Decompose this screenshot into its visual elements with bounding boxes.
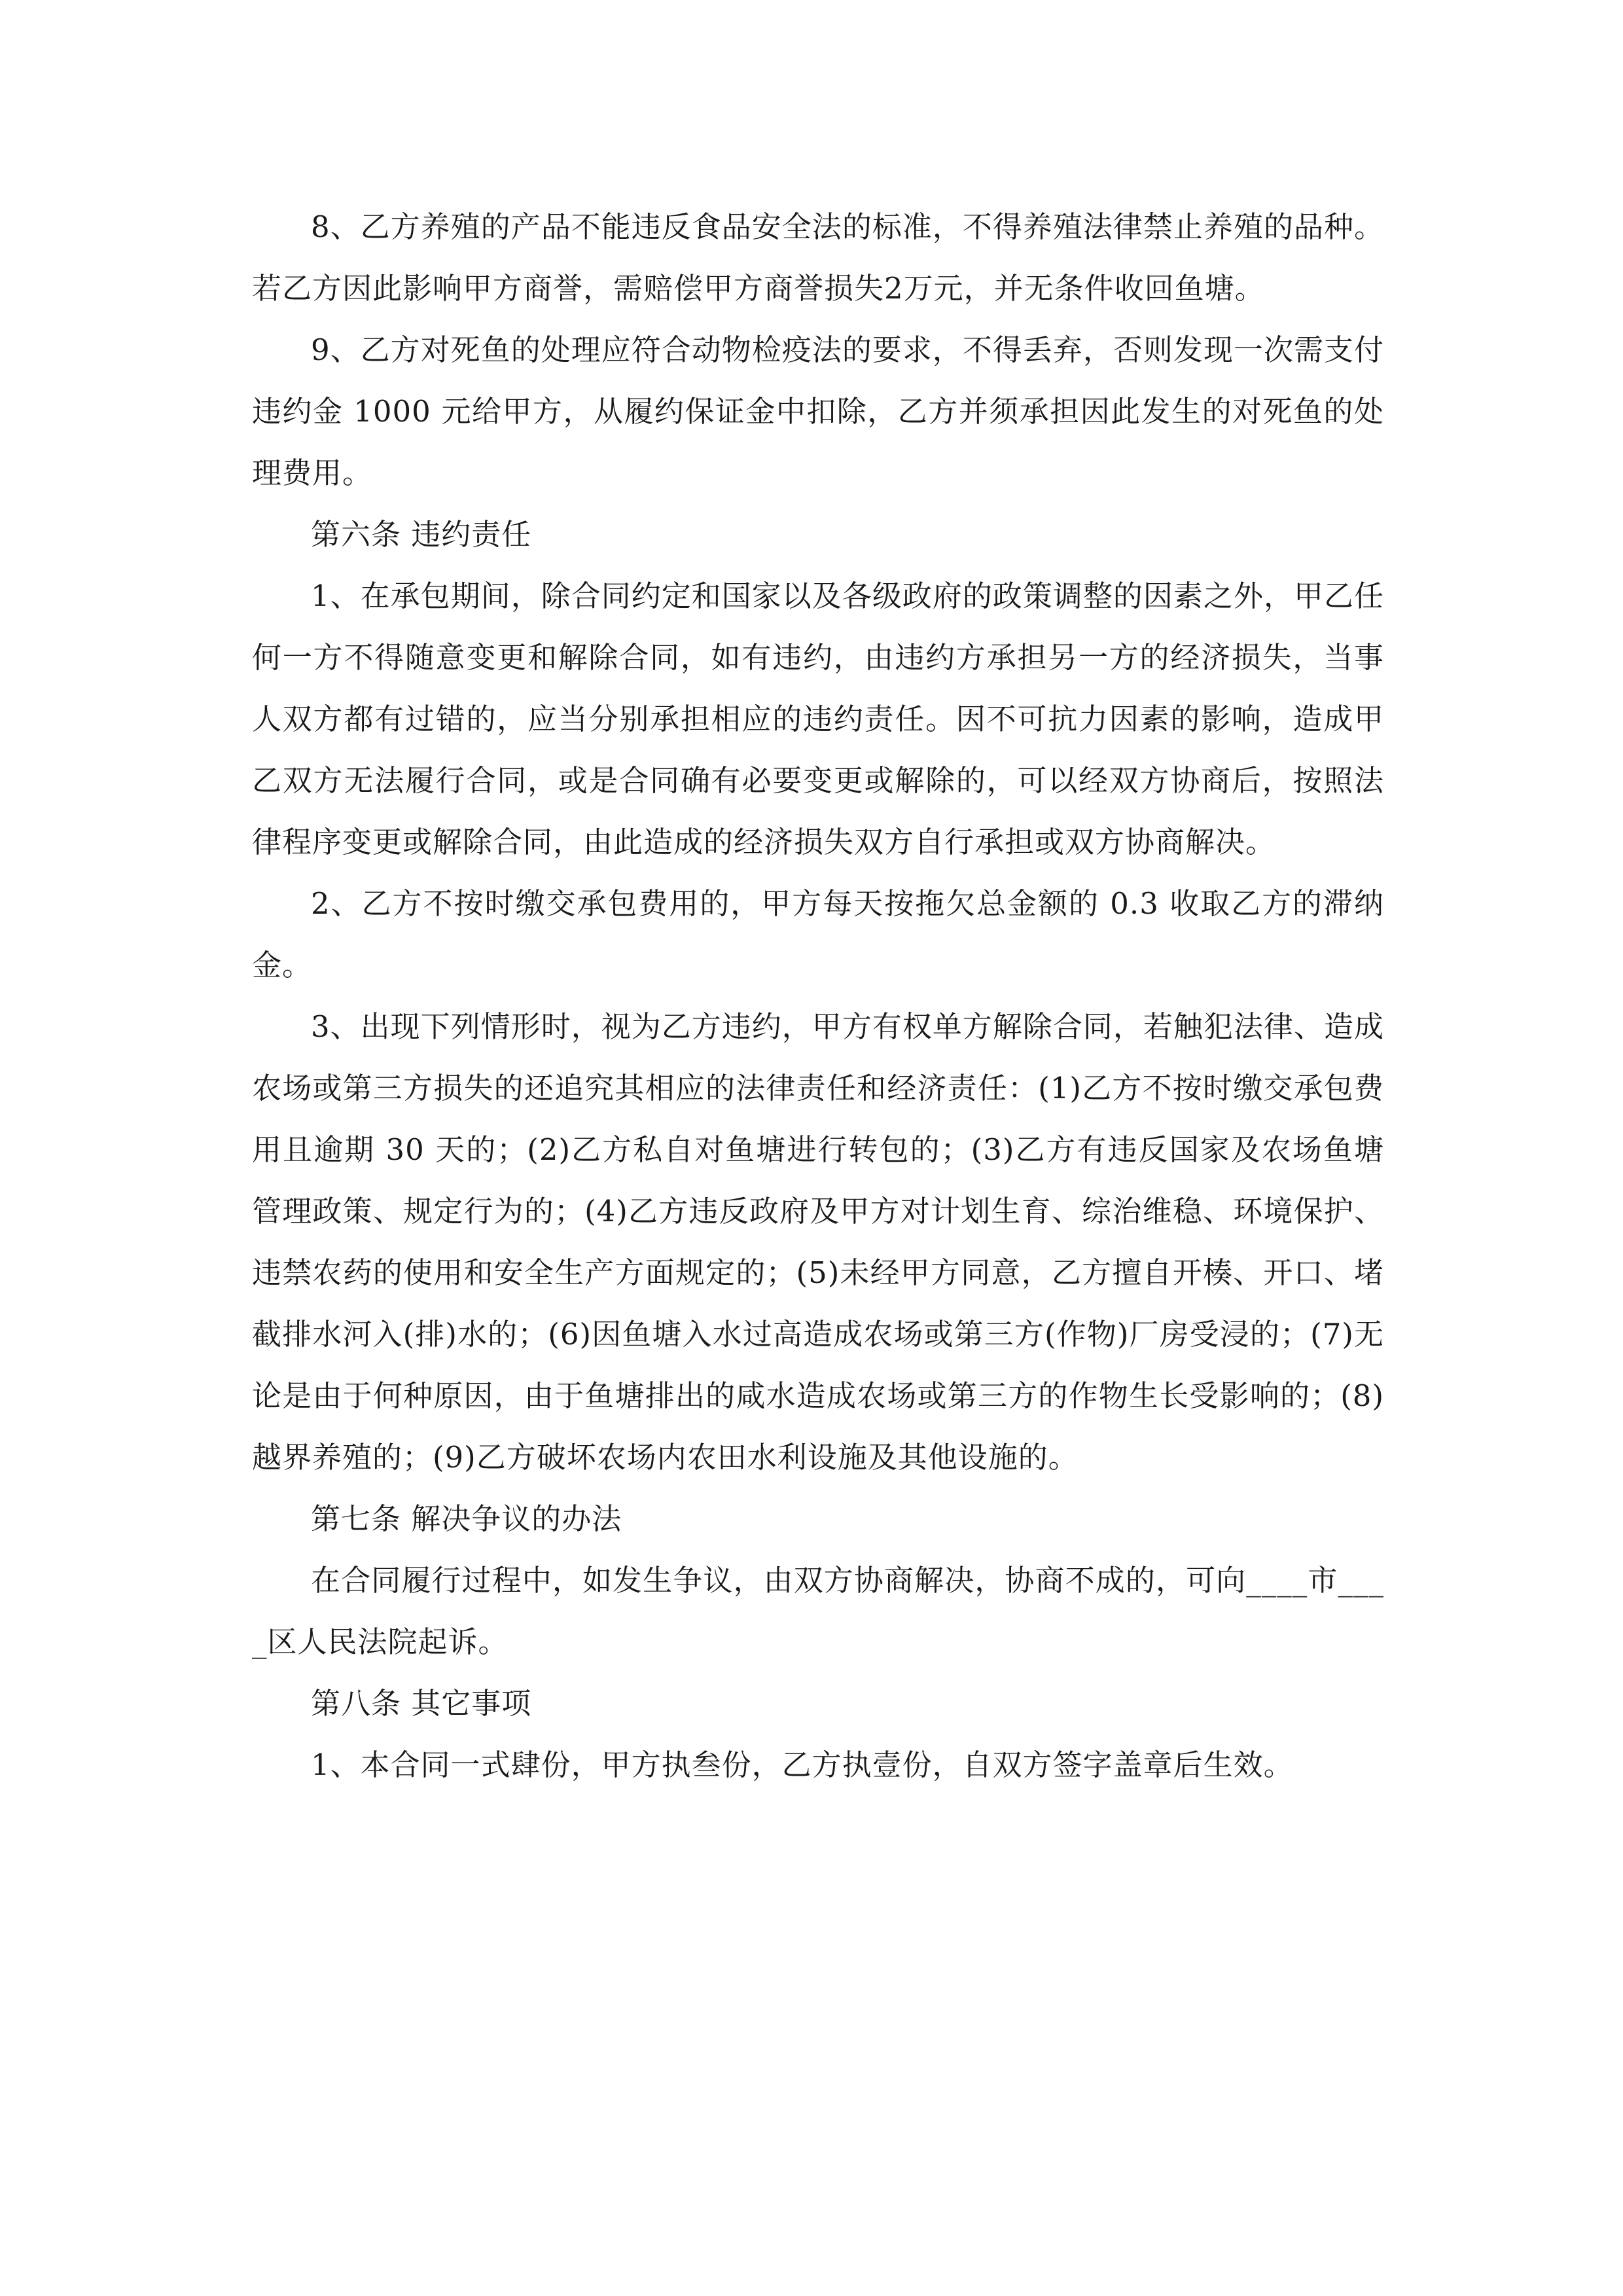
article-6-clause-2-paragraph: 2、乙方不按时缴交承包费用的，甲方每天按拖欠总金额的 0.3 收取乙方的滞纳金。: [252, 886, 1384, 982]
article-7-paragraph: 在合同履行过程中，如发生争议，由双方协商解决，协商不成的，可向____市____区人民法院起诉。: [252, 1563, 1384, 1659]
article-6-clause-3-paragraph: 3、出现下列情形时，视为乙方违约，甲方有权单方解除合同，若触犯法律、造成农场或第三方损失的还追究其相应的法律责任和经济责任：(1)乙方不按时缴交承包费用且逾期 30 天的；(2)乙方私自对鱼塘进行转包的；(3)乙方有违反国家及农场鱼塘管理政策、规定行为的；(4)乙方违反政府及甲方对计划生育、综治维稳、环境保护、违禁农药的使用和安全生产方面规定的；(5)未经甲方同意，乙方擅自开楱、开口、堵截排水河入(排)水的；(6)因鱼塘入水过高造成农场或第三方(作物)厂房受浸的；(7)无论是由于何种原因，由于鱼塘排出的咸水造成农场或第三方的作物生长受影响的；(8)越界养殖的；(9)乙方破坏农场内农田水利设施及其他设施的。: [252, 1009, 1384, 1475]
article-8-heading: 第八条 其它事项: [311, 1686, 532, 1721]
article-6-clause-1-paragraph: 1、在承包期间，除合同约定和国家以及各级政府的政策调整的因素之外，甲乙任何一方不得随意变更和解除合同，如有违约，由违约方承担另一方的经济损失，当事人双方都有过错的，应当分别承担相应的违约责任。因不可抗力因素的影响，造成甲乙双方无法履行合同，或是合同确有必要变更或解除的，可以经双方协商后，按照法律程序变更或解除合同，由此造成的经济损失双方自行承担或双方协商解决。: [252, 579, 1384, 859]
article-7-heading: 第七条 解决争议的办法: [311, 1501, 622, 1536]
article-8-clause-1-paragraph: 1、本合同一式肆份，甲方执叁份，乙方执壹份，自双方签字盖章后生效。: [311, 1748, 1294, 1782]
document-body: [252, 196, 1384, 1796]
clause-8-paragraph: 8、乙方养殖的产品不能违反食品安全法的标准，不得养殖法律禁止养殖的品种。若乙方因此影响甲方商誉，需赔偿甲方商誉损失2万元，并无条件收回鱼塘。: [252, 209, 1384, 306]
clause-9-paragraph: 9、乙方对死鱼的处理应符合动物检疫法的要求，不得丢弃，否则发现一次需支付违约金 1000 元给甲方，从履约保证金中扣除，乙方并须承担因此发生的对死鱼的处理费用。: [252, 332, 1384, 490]
article-6-heading: 第六条 违约责任: [311, 517, 532, 552]
